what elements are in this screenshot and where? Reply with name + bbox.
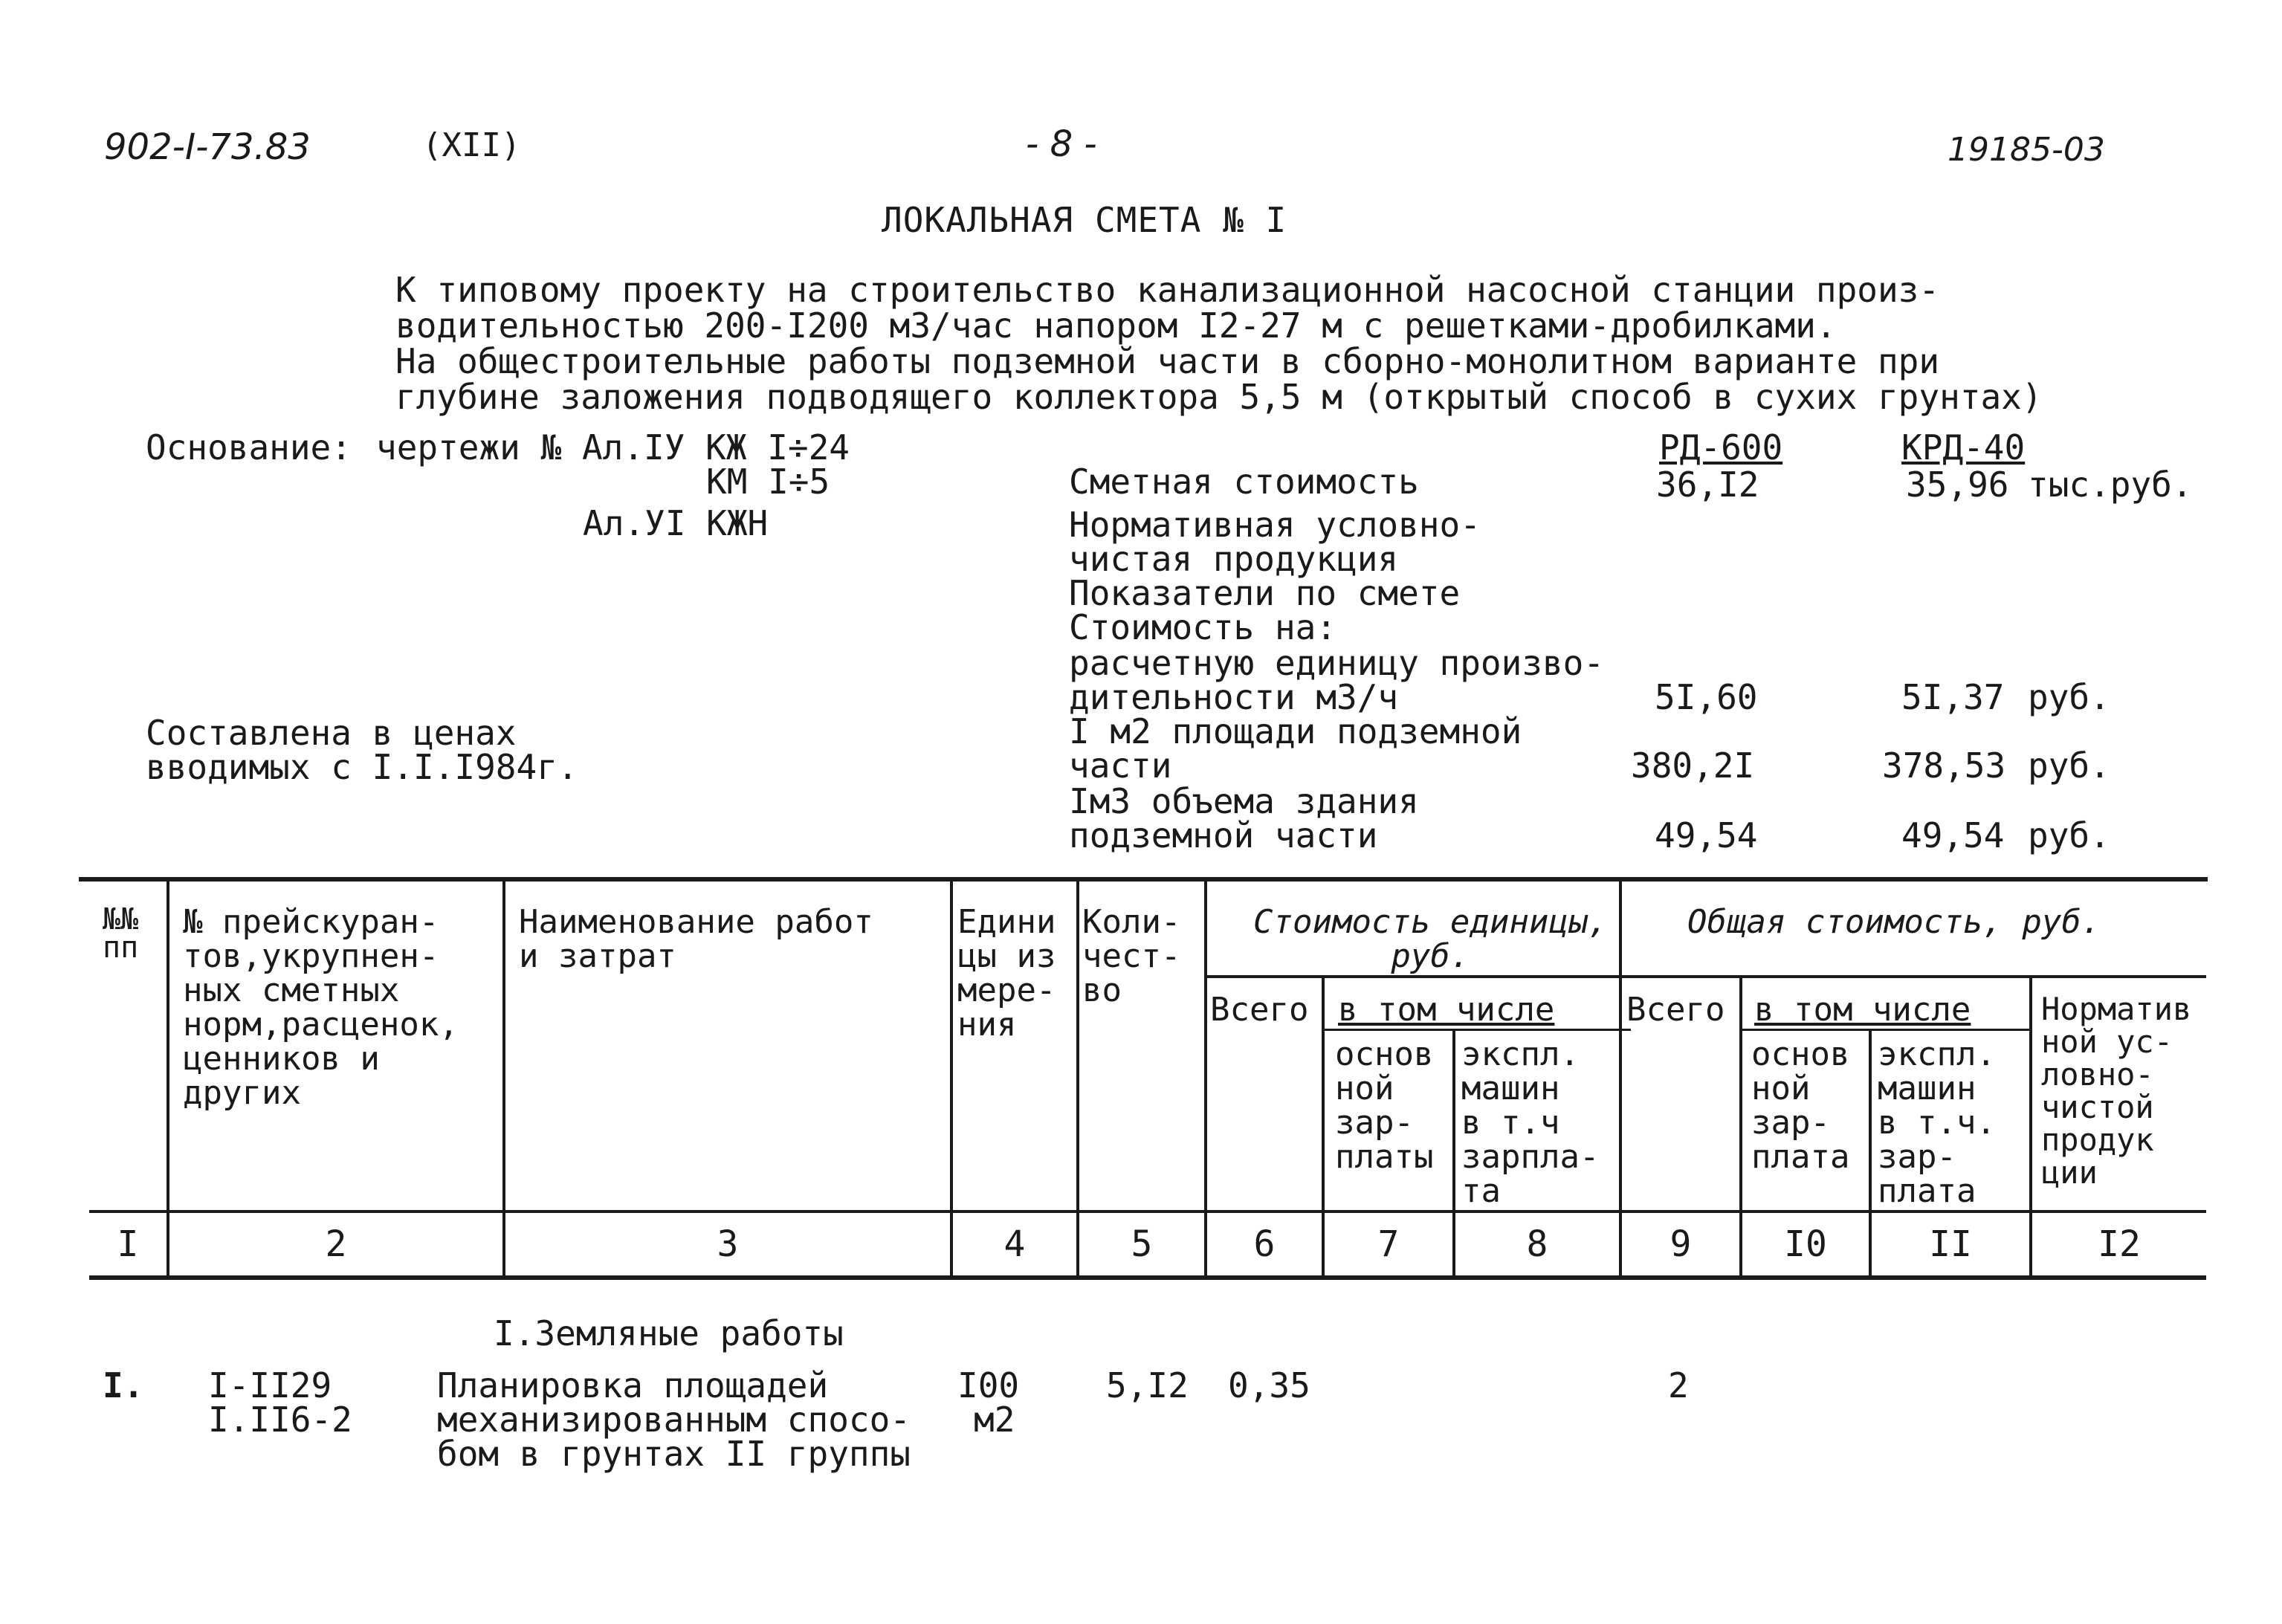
col-header-machines: экспл. машин в т.ч зарпла- та [1461,1035,1600,1210]
prices-line-2: вводимых с I.I.I984г. [146,747,578,787]
col-number: 6 [1253,1223,1276,1265]
intro-line-4: глубине заложения подводящего коллектора 5,5 м (открытый способ в сухих грунтах) [395,377,2043,417]
row-grand-total: 2 [1668,1365,1689,1405]
indicator-label: Нормативная условно- [1069,505,1481,545]
row-code: I-II29 [208,1365,332,1405]
col-number: 2 [325,1223,347,1265]
col-header-codes: № прейскуран- тов,укрупнен- ных сметных норм,расценок, ценников и других [183,903,459,1112]
variant-1-label: РД-600 [1659,427,1783,468]
col-header-num: №№ пп [103,902,139,965]
row-unit: I00 [957,1365,1020,1405]
col-number: 4 [1003,1223,1026,1265]
row-code: I.II6-2 [208,1400,352,1440]
doc-code: 902-I-73.83 [104,126,311,168]
indicator-value-2: 35,96 [1906,465,2009,505]
row-unit: м2 [974,1400,1015,1440]
indicator-unit: руб. [2028,745,2110,786]
col-number: 7 [1377,1223,1400,1265]
indicator-label: расчетную единицу произво- [1069,643,1605,683]
indicator-label: Стоимость на: [1069,607,1337,647]
col-header-main-wage-total: основ ной зар- плата [1751,1035,1850,1176]
col-header-unit-total: Всего [1210,991,1309,1029]
page-title: ЛОКАЛЬНАЯ СМЕТА № I [882,200,1287,240]
col-number: I0 [1784,1223,1827,1265]
indicator-value-1: 49,54 [1655,815,1758,855]
basis-line-3: Ал.УI КЖН [583,503,769,543]
col-number: 5 [1131,1223,1153,1265]
indicator-label: подземной части [1069,815,1378,855]
intro-line-3: На общестроительные работы подземной части в сборно-монолитном варианте при [395,341,1940,381]
indicator-label: Показатели по смете [1069,573,1461,613]
basis-line-1: чертежи № Ал.IУ КЖ I÷24 [376,427,850,468]
col-header-total-cost: Общая стоимость, руб. [1687,903,2101,941]
col-number: I2 [2098,1223,2141,1265]
indicator-label: Iм3 объема здания [1069,781,1419,821]
row-number: I. [103,1365,144,1405]
indicator-unit: тыс.руб. [2028,465,2193,505]
col-header-qty: Коли- чест- во [1082,903,1181,1009]
col-header-machines-total: экспл. машин в т.ч. зар- плата [1878,1035,1996,1210]
col-number: 9 [1670,1223,1692,1265]
col-number: I [117,1223,139,1265]
table-top-rule [79,877,2208,881]
intro-line-2: водительностью 200-I200 м3/час напором I2-27 м с решетками-дробилками. [395,305,1837,346]
row-quantity: 5,I2 [1106,1365,1189,1405]
indicator-label: дительности м3/ч [1069,677,1399,717]
col-header-total-incl: в том числе [1754,991,1971,1029]
indicator-value-1: 36,I2 [1656,465,1759,505]
col-header-grand-total: Всего [1626,991,1725,1029]
col-header-unit-incl: в том числе [1338,991,1555,1029]
col-number: II [1929,1223,1972,1265]
row-name: Планировка площадей [437,1365,829,1405]
indicator-unit: руб. [2028,815,2110,855]
indicator-value-2: 378,53 [1882,745,2006,786]
col-number: 8 [1526,1223,1548,1265]
col-number: 3 [717,1223,739,1265]
col-header-unit-cost: Стоимость единицы, руб. [1253,903,1608,975]
indicator-label: чистая продукция [1069,539,1399,579]
table-header-bottom-rule [89,1210,2206,1213]
indicator-label: части [1069,745,1172,786]
archive-number: 19185-03 [1948,131,2105,169]
table-bottom-rule [89,1275,2206,1280]
indicator-value-1: 380,2I [1631,745,1755,786]
indicator-unit: руб. [2028,677,2110,717]
indicator-value-1: 5I,60 [1655,677,1758,717]
indicator-label: Сметная стоимость [1069,462,1419,502]
col-header-unit: Едини цы из мере- ния [957,903,1056,1044]
col-header-normative: Норматив ной ус- ловно- чистой продук ции [2041,991,2192,1191]
section-number: (XII) [422,126,521,164]
row-unit-total: 0,35 [1228,1365,1310,1405]
col-header-main-wage: основ ной зар- платы [1335,1035,1434,1176]
intro-line-1: К типовому проекту на строительство канализационной насосной станции произ- [395,270,1940,310]
indicator-label: I м2 площади подземной [1069,711,1522,751]
section-title: I.Земляные работы [494,1313,844,1353]
row-name: бом в грунтах II группы [437,1434,911,1474]
page-number: - 8 - [1026,123,1097,165]
basis-line-2: КМ I÷5 [706,462,830,502]
variant-2-label: КРД-40 [1901,427,2026,468]
col-header-name: Наименование работ и затрат [519,903,873,975]
prices-line-1: Составлена в ценах [146,713,517,753]
indicator-value-2: 5I,37 [1901,677,2005,717]
basis-label: Основание: [146,427,352,468]
indicator-value-2: 49,54 [1901,815,2005,855]
row-name: механизированным спосо- [437,1400,911,1440]
